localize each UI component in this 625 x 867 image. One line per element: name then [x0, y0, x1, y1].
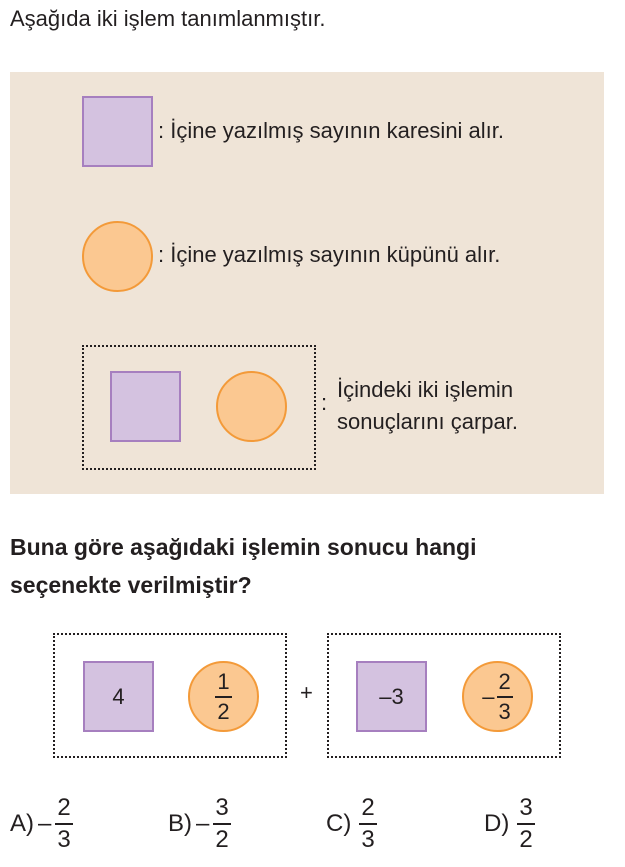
combined-symbol-frame [82, 345, 316, 470]
option-sign: – [196, 810, 210, 837]
question-line-1: Buna göre aşağıdaki işlemin sonucu hangi [10, 534, 477, 560]
fraction-numerator: 1 [215, 671, 231, 698]
option-fraction [517, 796, 534, 852]
expression-circle-1-fraction [215, 668, 231, 724]
combined-colon: : [321, 390, 328, 415]
definitions-panel [10, 72, 604, 494]
circle-definition: : İçine yazılmış sayının küpünü alır. [158, 242, 501, 267]
fraction-numerator: 3 [213, 796, 230, 825]
expression-box-2 [327, 633, 561, 758]
expression-circle-2-fraction [497, 668, 513, 724]
option-b[interactable] [168, 796, 231, 852]
option-fraction [55, 796, 72, 852]
fraction-denominator: 3 [498, 698, 511, 724]
option-sign: – [38, 810, 52, 837]
combined-circle-symbol [216, 371, 287, 442]
option-label: B) [168, 810, 192, 837]
fraction-numerator: 2 [359, 796, 376, 825]
fraction-numerator: 2 [55, 796, 72, 825]
fraction-denominator: 3 [57, 826, 71, 853]
expression-circle-2 [462, 661, 533, 732]
option-a[interactable] [10, 796, 73, 852]
combined-definition-line1: İçindeki iki işlemin [337, 377, 514, 402]
fraction-numerator: 3 [517, 796, 534, 825]
option-label: A) [10, 810, 34, 837]
expression-box-1 [53, 633, 287, 758]
option-label: C) [326, 810, 352, 837]
expression-square-2 [356, 661, 427, 732]
square-definition: : İçine yazılmış sayının karesini alır. [158, 118, 505, 143]
combined-definition-line2: sonuçlarını çarpar. [337, 409, 518, 434]
option-fraction [213, 796, 230, 852]
expression-square-1 [83, 661, 154, 732]
question-line-2: seçenekte verilmiştir? [10, 572, 252, 598]
plus-operator: + [300, 680, 313, 705]
fraction-numerator: 2 [497, 671, 513, 698]
expression-square-2-value: –3 [379, 683, 404, 709]
option-label: D) [484, 810, 510, 837]
option-d[interactable] [484, 796, 535, 852]
fraction-denominator: 2 [217, 698, 230, 724]
fraction-denominator: 3 [361, 826, 375, 853]
square-symbol [82, 96, 153, 167]
fraction-denominator: 2 [215, 826, 229, 853]
combined-square-symbol [110, 371, 181, 442]
circle-symbol [82, 221, 153, 292]
expression-circle-1 [188, 661, 259, 732]
fraction-denominator: 2 [519, 826, 533, 853]
option-fraction [359, 796, 376, 852]
expression-circle-2-sign: – [482, 683, 495, 709]
option-c[interactable] [326, 796, 377, 852]
expression-square-1-value: 4 [112, 683, 125, 709]
question-text [10, 528, 477, 604]
intro-text: Aşağıda iki işlem tanımlanmıştır. [10, 6, 326, 31]
